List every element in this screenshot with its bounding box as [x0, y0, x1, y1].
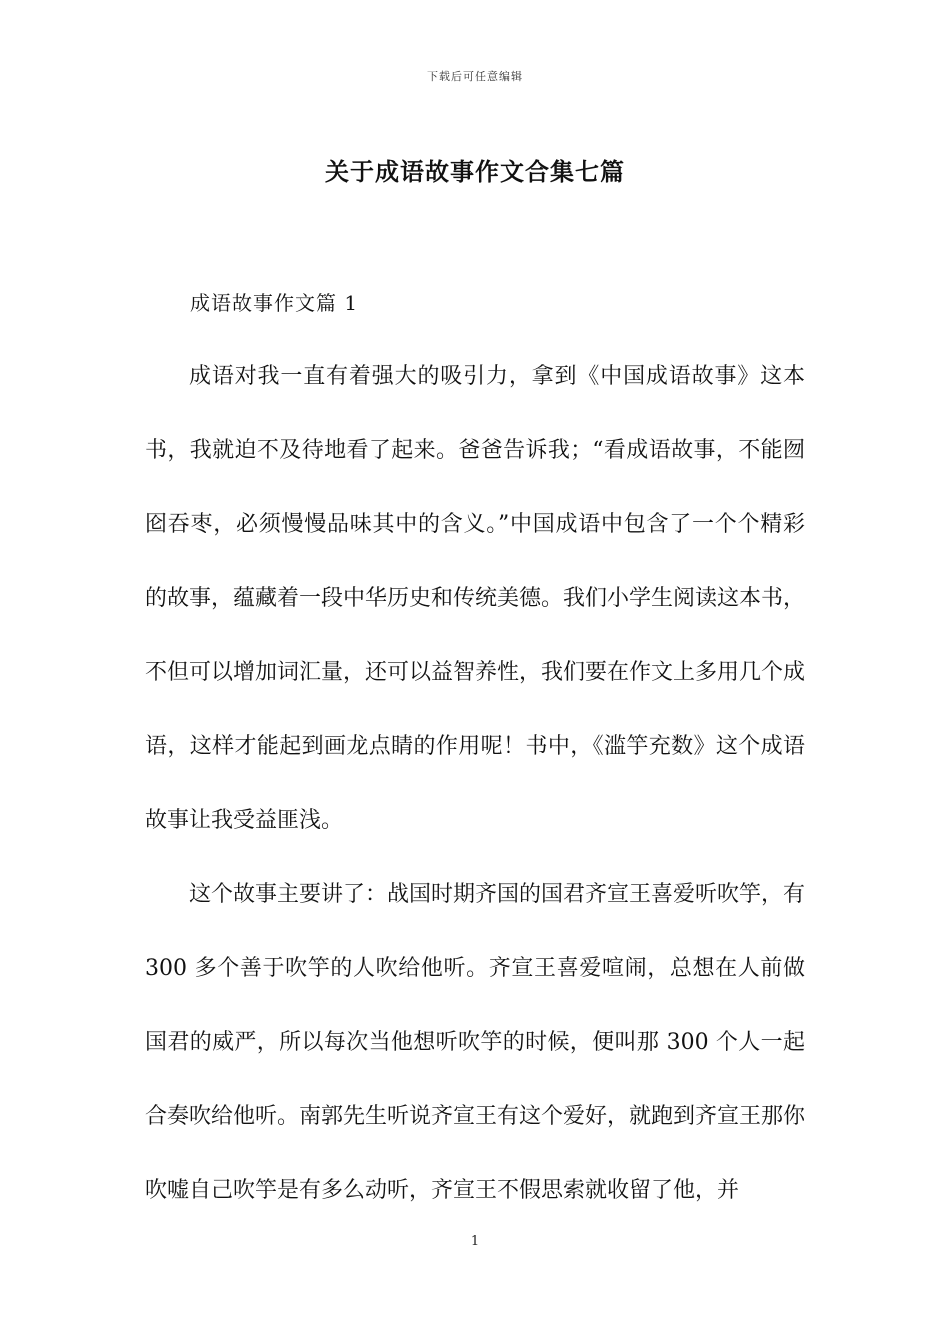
section-heading: 成语故事作文篇 1 — [190, 291, 359, 315]
document-title: 关于成语故事作文合集七篇 — [325, 157, 625, 186]
body-paragraph: 这个故事主要讲了：战国时期齐国的国君齐宣王喜爱听吹竽，有 300 多个善于吹竽的人吹给他听。齐宣王喜爱喧闹，总想在人前做国君的威严，所以每次当他想听吹竽的时候，便叫那 300 个人一起合奏吹给他听。南郭先生听说齐宣王有这个爱好，就跑到齐宣王那你吹嘘自己吹竽是有多么动听，齐宣王不假思索就收留了他，并 — [145, 882, 806, 1203]
page-header-note: 下载后可任意编辑 — [427, 70, 523, 83]
page-number: 1 — [470, 1234, 480, 1249]
body-paragraph: 成语对我一直有着强大的吸引力，拿到《中国成语故事》这本书，我就迫不及待地看了起来。爸爸告诉我；“看成语故事，不能囫囵吞枣，必须慢慢品味其中的含义。”中国成语中包含了一个个精彩的故事，蕴藏着一段中华历史和传统美德。我们小学生阅读这本书，不但可以增加词汇量，还可以益智养性，我们要在作文上多用几个成语，这样才能起到画龙点睛的作用呢！书中，《滥竽充数》这个成语故事让我受益匪浅。 — [145, 364, 806, 833]
